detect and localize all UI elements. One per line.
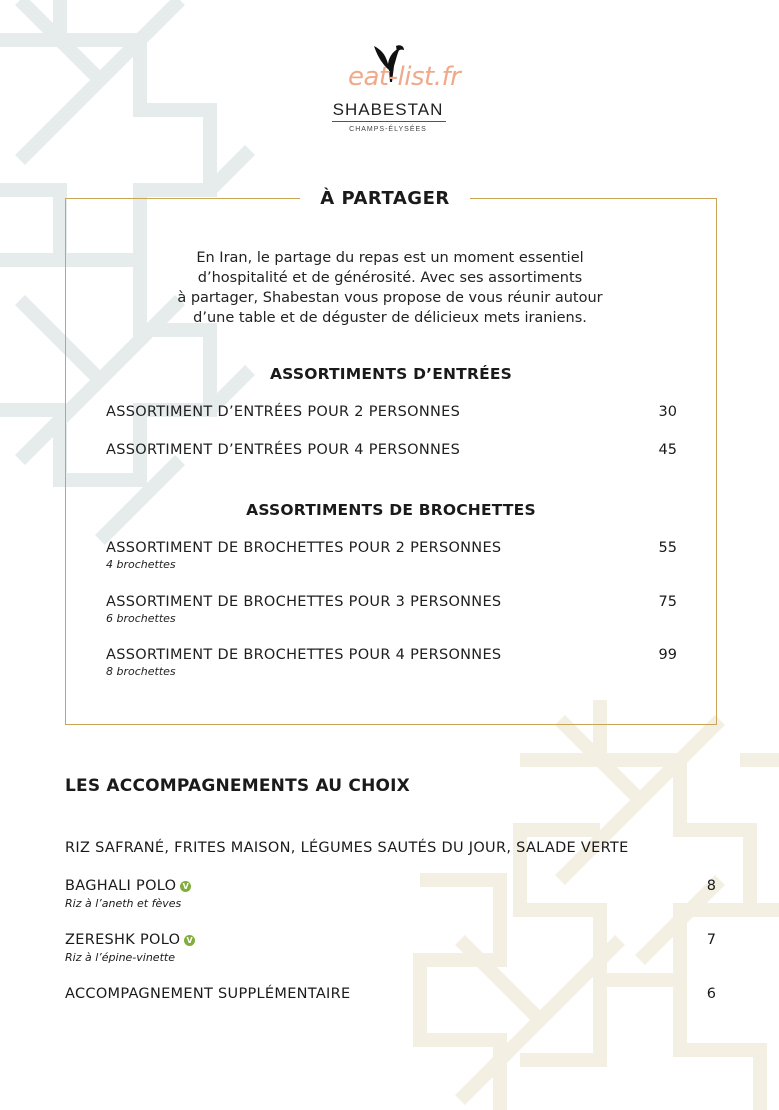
vegetarian-icon: V [180,881,191,892]
menu-item-name: ASSORTIMENT DE BROCHETTES POUR 2 PERSONNES [106,540,502,556]
brand-divider [332,121,446,122]
menu-item-price: 6 [706,986,716,1002]
menu-item-description: 6 brochettes [106,612,176,625]
menu-item-price: 30 [658,404,677,420]
menu-item-price: 45 [658,442,677,458]
menu-item-description: 8 brochettes [106,665,176,678]
menu-item-price: 75 [658,594,677,610]
brand-location: CHAMPS-ÉLYSÉES [349,126,427,133]
menu-item-name: ASSORTIMENT D’ENTRÉES POUR 2 PERSONNES [106,404,461,420]
menu-item-price: 55 [658,540,677,556]
menu-item-price: 99 [658,647,677,663]
brochettes-section-title: ASSORTIMENTS DE BROCHETTES [246,501,536,519]
partager-title: À PARTAGER [320,188,450,209]
accompagnements-title: LES ACCOMPAGNEMENTS AU CHOIX [65,776,410,796]
accompagnements-choices: RIZ SAFRANÉ, FRITES MAISON, LÉGUMES SAUTÉS DU JOUR, SALADE VERTE [65,840,629,856]
menu-item-name: ASSORTIMENT DE BROCHETTES POUR 3 PERSONNES [106,594,502,610]
intro-line: à partager, Shabestan vous propose de vous réunir autour [177,290,603,306]
vegetarian-icon: V [184,935,195,946]
menu-item-row [65,878,191,894]
brand-name: SHABESTAN [332,100,444,119]
menu-item-description: Riz à l’aneth et fèves [65,897,182,910]
menu-item-row [65,932,195,948]
menu-item-description: 4 brochettes [106,558,176,571]
menu-item-price: 8 [706,878,716,894]
menu-item-name: ACCOMPAGNEMENT SUPPLÉMENTAIRE [65,986,351,1002]
partager-title-wrap [300,184,470,214]
menu-item-name: ASSORTIMENT DE BROCHETTES POUR 4 PERSONNES [106,647,502,663]
menu-item-name: ASSORTIMENT D’ENTRÉES POUR 4 PERSONNES [106,442,461,458]
menu-item-description: Riz à l’épine-vinette [65,951,175,964]
partager-intro [110,248,670,328]
menu-item-name: BAGHALI POLO [65,878,177,894]
intro-line: d’une table et de déguster de délicieux mets iraniens. [193,310,587,326]
intro-line: En Iran, le partage du repas est un moment essentiel [196,250,584,266]
watermark-text: eat-list.fr [348,62,461,92]
entrees-section-title: ASSORTIMENTS D’ENTRÉES [269,365,513,383]
intro-line: d’hospitalité et de générosité. Avec ses assortiments [197,270,583,286]
menu-item-name: ZERESHK POLO [65,932,181,948]
menu-item-price: 7 [706,932,716,948]
